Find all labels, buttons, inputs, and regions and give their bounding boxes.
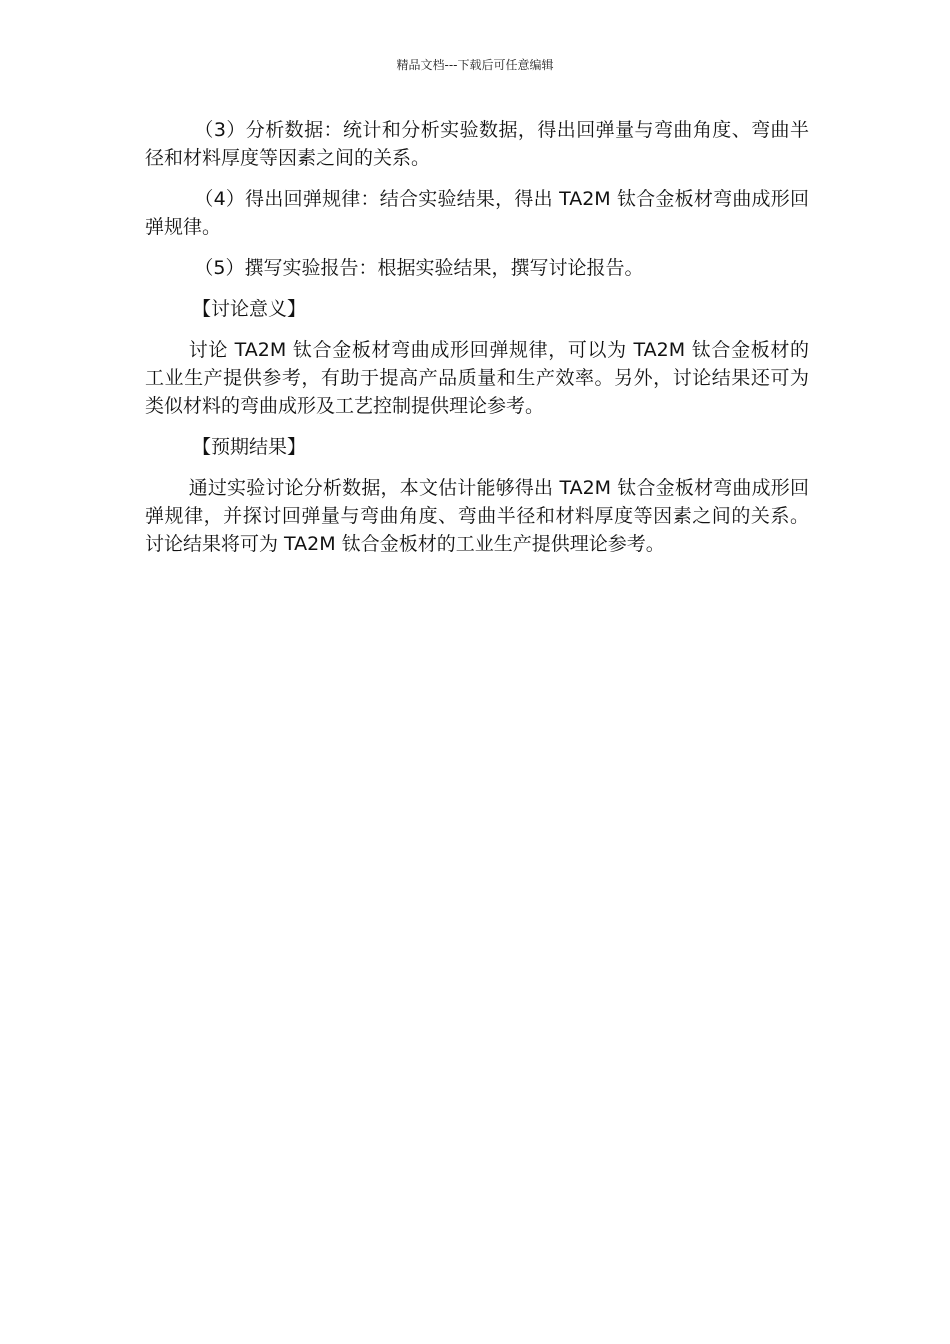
expected-results-paragraph: 通过实验讨论分析数据，本文估计能够得出 TA2M 钛合金板材弯曲成形回弹规律，并探讨回弹量与弯曲角度、弯曲半径和材料厚度等因素之间的关系。讨论结果将可为 TA2M 钛合金板材的工业生产提供理论参考。 — [145, 477, 809, 555]
step-5-paragraph: （5）撰写实验报告：根据实验结果，撰写讨论报告。 — [194, 257, 644, 279]
step-3-paragraph: （3）分析数据：统计和分析实验数据，得出回弹量与弯曲角度、弯曲半径和材料厚度等因素之间的关系。 — [145, 119, 809, 169]
page-header: 精品文档---下载后可任意编辑 — [396, 58, 554, 72]
expected-results-heading: 【预期结果】 — [192, 436, 307, 458]
significance-paragraph: 讨论 TA2M 钛合金板材弯曲成形回弹规律，可以为 TA2M 钛合金板材的工业生产提供参考，有助于提高产品质量和生产效率。另外，讨论结果还可为类似材料的弯曲成形及工艺控制提供理论参考。 — [145, 339, 809, 417]
document-body — [145, 116, 809, 571]
significance-heading: 【讨论意义】 — [192, 298, 307, 320]
step-4-paragraph: （4）得出回弹规律：结合实验结果，得出 TA2M 钛合金板材弯曲成形回弹规律。 — [145, 188, 809, 238]
